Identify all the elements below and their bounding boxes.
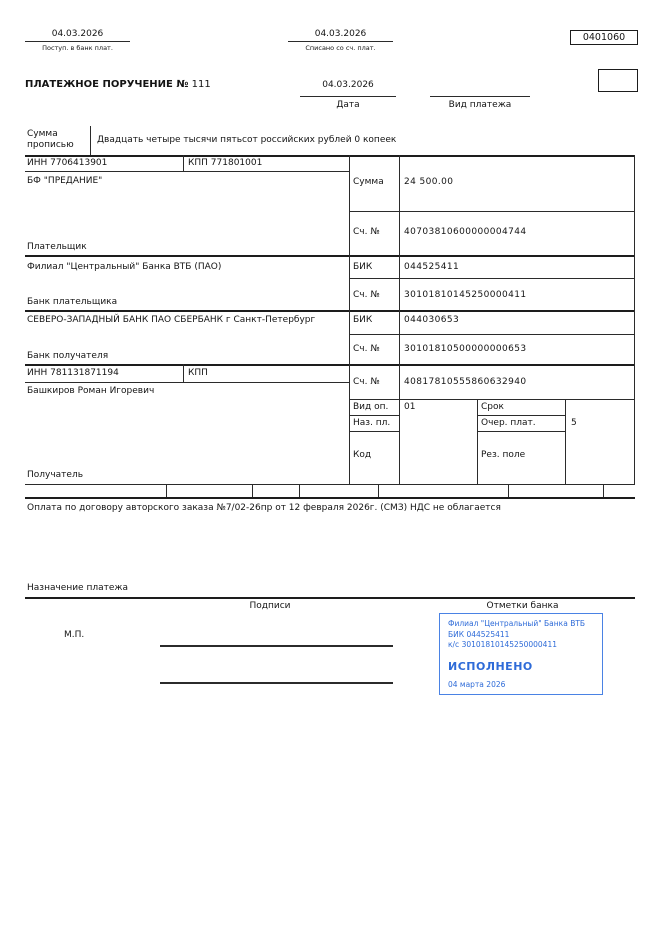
payer-kpp: КПП 771801001 [188,158,263,168]
grid-line [25,171,349,172]
grid-line [349,415,399,416]
amount-in-words-label: Сумма прописью [27,129,74,150]
grid-line [349,399,635,400]
payer-bank-name: Филиал "Центральный" Банка ВТБ (ПАО) [27,262,222,272]
grid-line [349,334,635,335]
payer-account-label: Сч. № [353,227,380,237]
grid-line [25,382,349,383]
payer-bank-account: 30101810145250000411 [404,290,527,300]
stamp-place-label: М.П. [64,630,85,640]
date-received-value: 04.03.2026 [51,29,104,39]
code-label: Код [353,450,372,460]
term-label: Срок [481,402,504,412]
stamp-status: ИСПОЛНЕНО [448,659,533,673]
payee-bank-label: Банк получателя [27,351,109,361]
payee-account: 40817810555860632940 [404,377,527,387]
payer-name: БФ "ПРЕДАНИЕ" [27,176,103,186]
purpose-text: Оплата по договору авторского заказа №7/02-26пр от 12 февраля 2026г. (СМЗ) НДС не облагается [27,503,501,513]
grid-line [25,255,635,257]
date-debited-caption: Списано со сч. плат. [305,44,376,52]
date-debited-value: 04.03.2026 [314,29,367,39]
grid-line [25,155,635,157]
grid-line [25,497,635,499]
bank-stamp [439,613,603,695]
payee-name: Башкиров Роман Игоревич [27,386,155,396]
date-received-caption: Поступ. в банк плат. [42,44,113,52]
grid-line [477,431,565,432]
doc-date-caption: Дата [336,100,360,110]
payee-kpp-label: КПП [188,368,208,378]
signatures-label: Подписи [249,601,291,611]
doc-number: 111 [191,79,211,90]
payee-bank-bik-label: БИК [353,315,373,325]
grid-line [349,211,635,212]
form-code-box [570,30,638,45]
payment-type-box [598,69,638,92]
payer-account: 40703810600000004744 [404,227,527,237]
reserve-field-label: Рез. поле [481,450,526,460]
doc-date-underline [300,96,396,97]
purpose-code-label: Наз. пл. [353,418,391,428]
grid-line [399,155,400,485]
doc-title-text: ПЛАТЕЖНОЕ ПОРУЧЕНИЕ № [25,79,189,90]
grid-line [25,597,635,599]
stamp-bank-name: Филиал "Центральный" Банка ВТБ [448,619,586,628]
amount-words-divider [90,126,91,155]
grid-line [25,484,635,485]
payee-bank-name: СЕВЕРО-ЗАПАДНЫЙ БАНК ПАО СБЕРБАНК г Санкт-Петербург [27,315,316,325]
grid-line [508,484,509,497]
payee-inn: ИНН 781131871194 [27,368,119,378]
payer-bank-account-label: Сч. № [353,290,380,300]
priority-label: Очер. плат. [481,418,536,428]
payer-bank-bik-label: БИК [353,262,373,272]
stamp-corr-account: к/с 30101810145250000411 [448,640,557,649]
grid-line [166,484,167,497]
payee-bank-account-label: Сч. № [353,344,380,354]
grid-line [349,155,350,485]
bank-marks-label: Отметки банка [486,601,559,611]
grid-line [299,484,300,497]
stamp-bik: БИК 044525411 [448,629,510,639]
stamp-date: 04 марта 2026 [448,679,506,689]
payee-bank-bik: 044030653 [404,315,460,325]
op-type-value: 01 [404,402,416,412]
signature-line-2 [160,682,393,684]
op-type-label: Вид оп. [353,402,389,412]
signature-line-1 [160,645,393,647]
grid-line [565,399,566,485]
doc-date: 04.03.2026 [322,80,374,90]
payee-account-label: Сч. № [353,377,380,387]
grid-line [477,399,478,485]
payer-bank-label: Банк плательщика [27,297,118,307]
amount-value: 24 500.00 [404,177,454,187]
amount-label: Сумма [353,177,384,187]
grid-line [349,431,399,432]
grid-line [252,484,253,497]
payee-bank-account: 30101810500000000653 [404,344,527,354]
payment-type-underline [430,96,530,97]
payer-inn: ИНН 7706413901 [27,158,108,168]
payment-type-caption: Вид платежа [448,100,512,110]
doc-title [25,79,211,90]
date-debited-underline [288,41,393,42]
grid-line [634,155,635,485]
amount-in-words: Двадцать четыре тысячи пятьсот российских рублей 0 копеек [97,135,397,145]
payer-label: Плательщик [27,242,87,252]
grid-line [25,364,635,366]
purpose-label: Назначение платежа [27,583,129,593]
payer-bank-bik: 044525411 [404,262,460,272]
form-code: 0401060 [582,32,626,43]
grid-line [477,415,565,416]
date-received-underline [25,41,130,42]
grid-line [603,484,604,497]
grid-line [183,364,184,382]
payee-label: Получатель [27,470,84,480]
grid-line [183,155,184,172]
priority-value: 5 [571,418,577,428]
grid-line [349,278,635,279]
grid-line [378,484,379,497]
grid-line [25,310,635,312]
